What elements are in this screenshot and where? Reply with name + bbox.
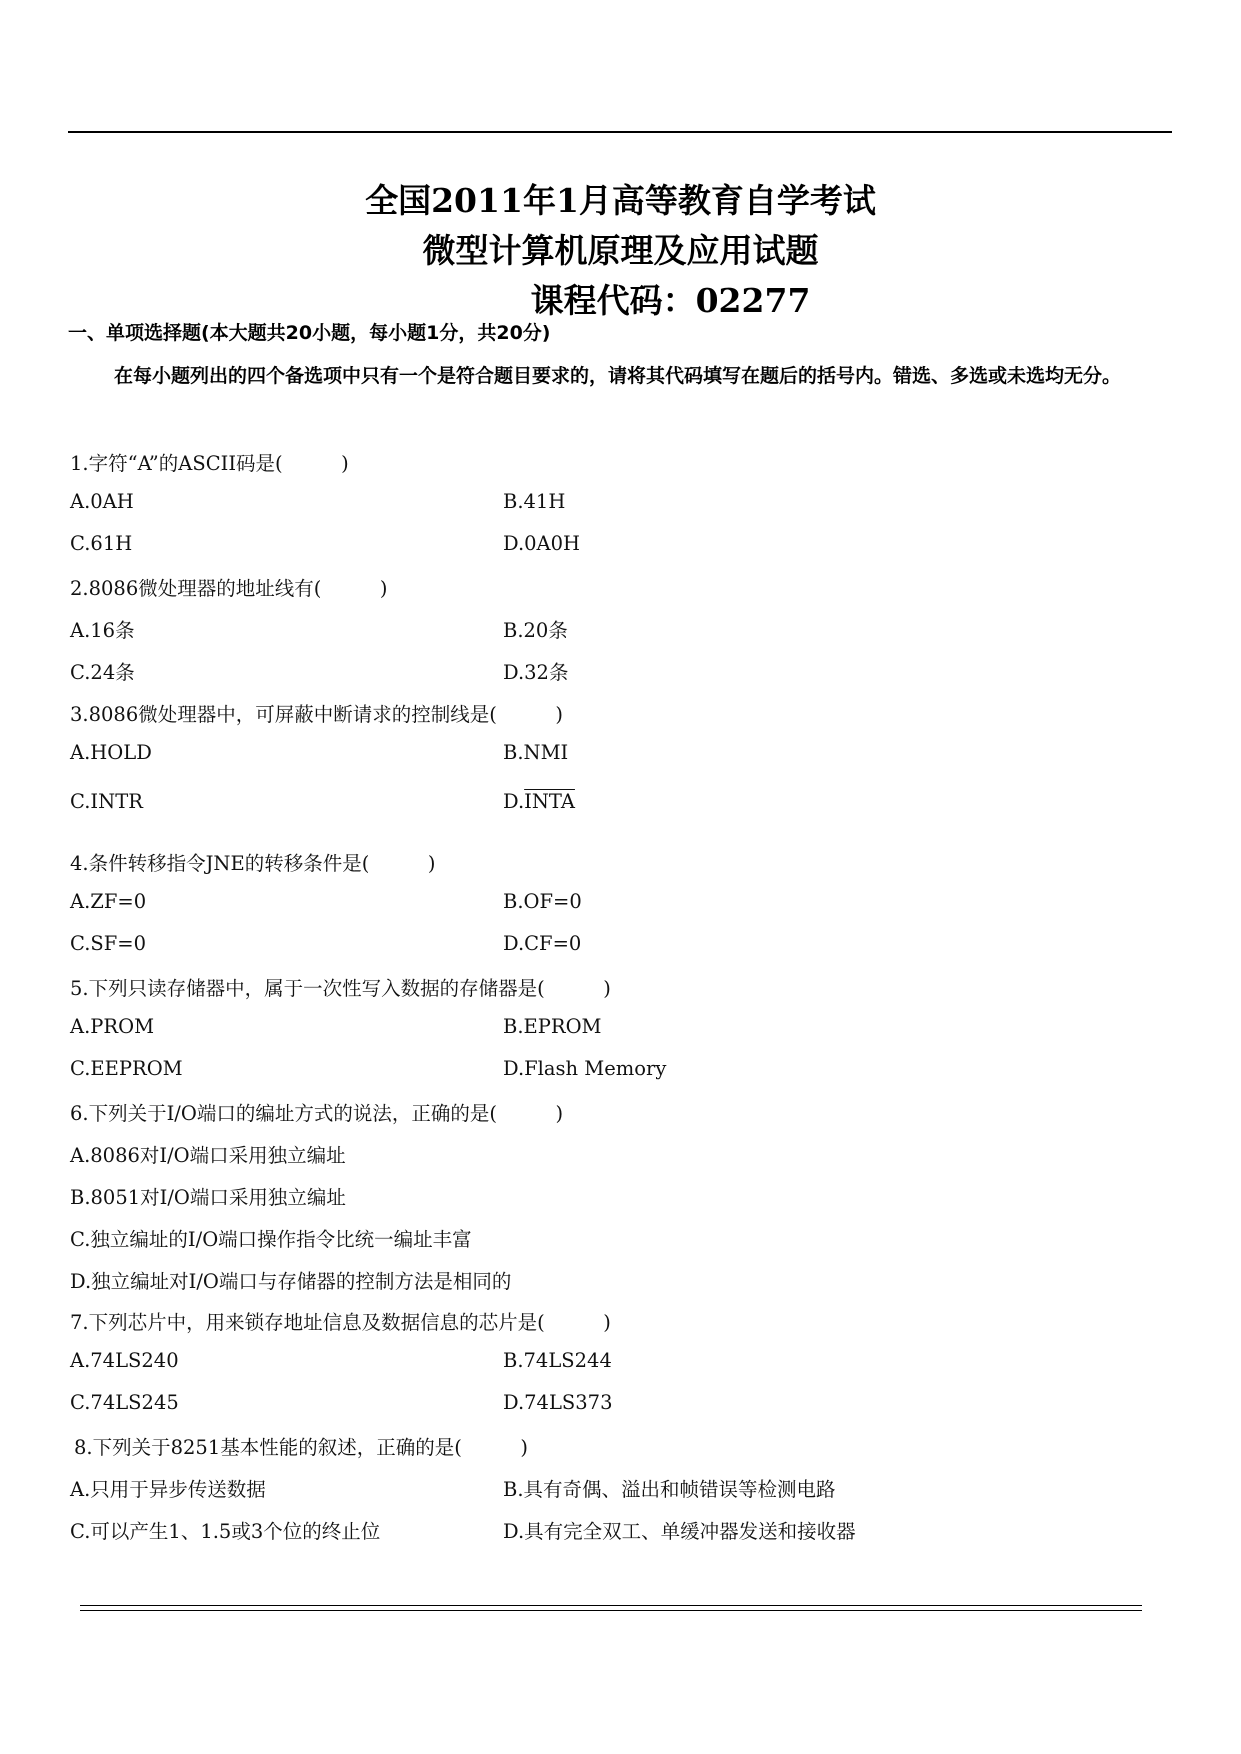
q8-option-c: C.可以产生1、1.5或3个位的终止位 [70,1520,381,1543]
section-instructions: 在每小题列出的四个备选项中只有一个是符合题目要求的，请将其代码填写在题后的括号内。错选、多选或未选均无分。 [114,365,1122,387]
section-heading: 一、单项选择题(本大题共20小题，每小题1分，共20分) [68,322,551,344]
top-rule [68,131,1172,133]
q5-option-d: D.Flash Memory [503,1057,667,1080]
q7-option-a: A.74LS240 [70,1349,179,1372]
q3-option-d-prefix: D. [503,790,525,813]
q3-option-d-signal: INTA [524,790,575,813]
q3-option-a: A.HOLD [70,741,152,764]
q6-option-b: B.8051对I/O端口采用独立编址 [70,1186,346,1209]
exam-title-line1: 全国2011年1月高等教育自学考试 [365,181,876,220]
question-8: 8.下列关于8251基本性能的叙述，正确的是( ) [74,1436,528,1459]
q2-option-a: A.16条 [70,619,135,642]
q2-option-b: B.20条 [503,619,568,642]
question-7: 7.下列芯片中，用来锁存地址信息及数据信息的芯片是( ) [70,1311,611,1334]
q2-option-d: D.32条 [503,661,569,684]
question-3: 3.8086微处理器中，可屏蔽中断请求的控制线是( ) [70,703,563,726]
q6-option-c: C.独立编址的I/O端口操作指令比统一编址丰富 [70,1228,472,1251]
q8-option-d: D.具有完全双工、单缓冲器发送和接收器 [503,1520,856,1543]
question-1: 1.字符“A”的ASCII码是( ) [70,452,349,475]
q5-option-c: C.EEPROM [70,1057,183,1080]
q7-option-c: C.74LS245 [70,1391,179,1414]
question-2: 2.8086微处理器的地址线有( ) [70,577,388,600]
q1-option-a: A.0AH [70,490,134,513]
q2-option-c: C.24条 [70,661,135,684]
question-5: 5.下列只读存储器中，属于一次性写入数据的存储器是( ) [70,977,611,1000]
q3-option-c: C.INTR [70,790,143,813]
q7-option-b: B.74LS244 [503,1349,612,1372]
course-code: 课程代码：02277 [530,281,811,320]
q4-option-c: C.SF=0 [70,932,147,955]
exam-title-line2: 微型计算机原理及应用试题 [422,231,819,270]
q5-option-a: A.PROM [70,1015,155,1038]
q1-option-d: D.0A0H [503,532,581,555]
question-4: 4.条件转移指令JNE的转移条件是( ) [70,852,436,875]
q7-option-d: D.74LS373 [503,1391,613,1414]
q3-option-b: B.NMI [503,741,569,764]
q5-option-b: B.EPROM [503,1015,602,1038]
q4-option-b: B.OF=0 [503,890,582,913]
exam-title [0,176,1241,326]
q6-option-d: D.独立编址对I/O端口与存储器的控制方法是相同的 [70,1270,512,1293]
q1-option-c: C.61H [70,532,133,555]
q1-option-b: B.41H [503,490,566,513]
question-6: 6.下列关于I/O端口的编址方式的说法，正确的是( ) [70,1102,564,1125]
q3-option-d [503,790,575,813]
q4-option-d: D.CF=0 [503,932,582,955]
q6-option-a: A.8086对I/O端口采用独立编址 [70,1144,346,1167]
q8-option-a: A.只用于异步传送数据 [70,1478,266,1501]
q8-option-b: B.具有奇偶、溢出和帧错误等检测电路 [503,1478,836,1501]
q4-option-a: A.ZF=0 [70,890,147,913]
bottom-rule [80,1605,1142,1611]
